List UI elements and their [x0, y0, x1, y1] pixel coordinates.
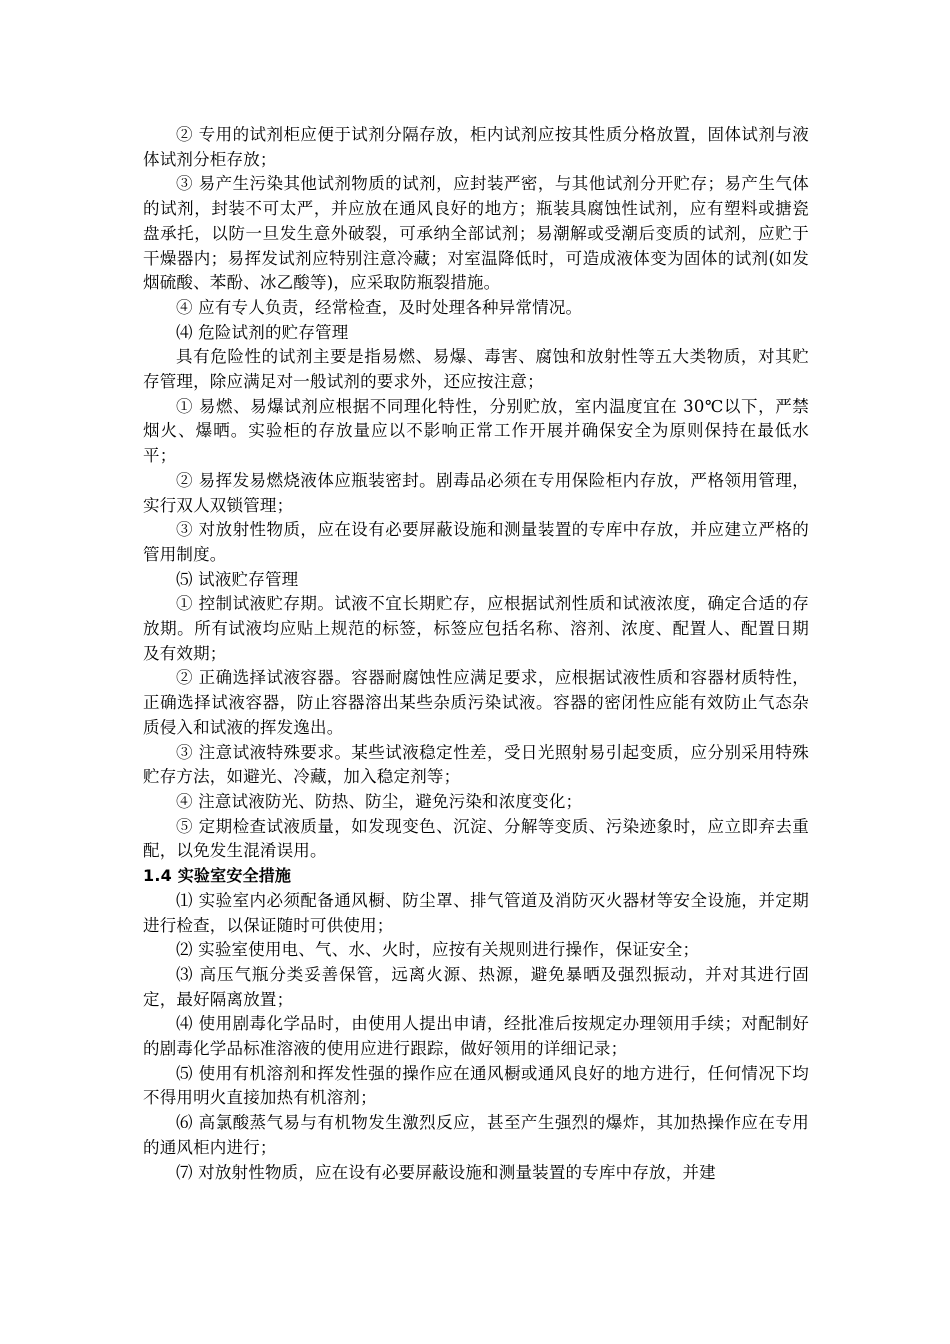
paragraph: ⑷ 使用剧毒化学品时，由使用人提出申请，经批准后按规定办理领用手续；对配制好的剧毒化学品标准溶液的使用应进行跟踪，做好领用的详细记录； — [143, 1014, 809, 1059]
subsection-title: ⑷ 危险试剂的贮存管理 — [176, 322, 349, 342]
paragraph: ⑴ 实验室内必须配备通风橱、防尘罩、排气管道及消防灭火器材等安全设施，并定期进行检查，以保证随时可供使用； — [143, 890, 809, 935]
section-heading: 1.4 实验室安全措施 — [143, 866, 292, 886]
paragraph: ① 控制试液贮存期。试液不宜长期贮存，应根据试剂性质和试液浓度，确定合适的存放期。所有试液均应贴上规范的标签，标签应包括名称、溶剂、浓度、配置人、配置日期及有效期； — [143, 594, 809, 663]
paragraph: ⑤ 定期检查试液质量，如发现变色、沉淀、分解等变质、污染迹象时，应立即弃去重配，以免发生混淆误用。 — [143, 816, 809, 861]
paragraph: ⑵ 实验室使用电、气、水、火时，应按有关规则进行操作，保证安全； — [176, 940, 700, 960]
paragraph: ① 易燃、易爆试剂应根据不同理化特性，分别贮放，室内温度宜在 30℃以下，严禁烟火、爆晒。实验柜的存放量应以不影响正常工作开展并确保安全为原则保持在最低水平； — [143, 396, 809, 466]
paragraph: ② 易挥发易燃烧液体应瓶装密封。剧毒品必须在专用保险柜内存放，严格领用管理，实行双人双锁管理； — [143, 470, 809, 515]
document-body — [143, 123, 809, 1185]
paragraph: ⑶ 高压气瓶分类妥善保管，远离火源、热源，避免暴晒及强烈振动，并对其进行固定，最好隔离放置； — [143, 964, 809, 1009]
paragraph: 具有危险性的试剂主要是指易燃、易爆、毒害、腐蚀和放射性等五大类物质，对其贮存管理，除应满足对一般试剂的要求外，还应按注意； — [143, 347, 809, 392]
paragraph: ② 正确选择试液容器。容器耐腐蚀性应满足要求，应根据试液性质和容器材质特性，正确选择试液容器，防止容器溶出某些杂质污染试液。容器的密闭性应能有效防止气态杂质侵入和试液的挥发逸出。 — [143, 668, 809, 737]
paragraph: ⑺ 对放射性物质，应在设有必要屏蔽设施和测量装置的专库中存放，并建 — [176, 1162, 716, 1182]
paragraph: ⑸ 使用有机溶剂和挥发性强的操作应在通风橱或通风良好的地方进行，任何情况下均不得用明火直接加热有机溶剂； — [143, 1063, 809, 1108]
paragraph: ③ 注意试液特殊要求。某些试液稳定性差，受日光照射易引起变质，应分别采用特殊贮存方法，如避光、冷藏，加入稳定剂等； — [143, 742, 809, 787]
paragraph: ④ 应有专人负责，经常检查，及时处理各种异常情况。 — [176, 297, 583, 317]
subsection-title: ⑸ 试液贮存管理 — [176, 569, 299, 589]
paragraph: ③ 对放射性物质，应在设有必要屏蔽设施和测量装置的专库中存放，并应建立严格的管用制度。 — [143, 520, 809, 564]
paragraph: ③ 易产生污染其他试剂物质的试剂，应封装严密，与其他试剂分开贮存；易产生气体的试剂，封装不可太严，并应放在通风良好的地方；瓶装具腐蚀性试剂，应有塑料或搪瓷盘承托，以防一旦发生意外破裂，可承纳全部试剂；易潮解或受潮后变质的试剂，应贮于干燥器内；易挥发试剂应特别注意冷藏；对室温降低时，可造成液体变为固体的试剂(如发烟硫酸、苯酚、冰乙酸等)，应采取防瓶裂措施。 — [143, 174, 809, 293]
paragraph: ② 专用的试剂柜应便于试剂分隔存放，柜内试剂应按其性质分格放置，固体试剂与液体试剂分柜存放； — [143, 125, 809, 169]
paragraph: ④ 注意试液防光、防热、防尘，避免污染和浓度变化； — [176, 791, 583, 811]
paragraph: ⑹ 高氯酸蒸气易与有机物发生激烈反应，甚至产生强烈的爆炸，其加热操作应在专用的通风柜内进行； — [143, 1113, 809, 1157]
